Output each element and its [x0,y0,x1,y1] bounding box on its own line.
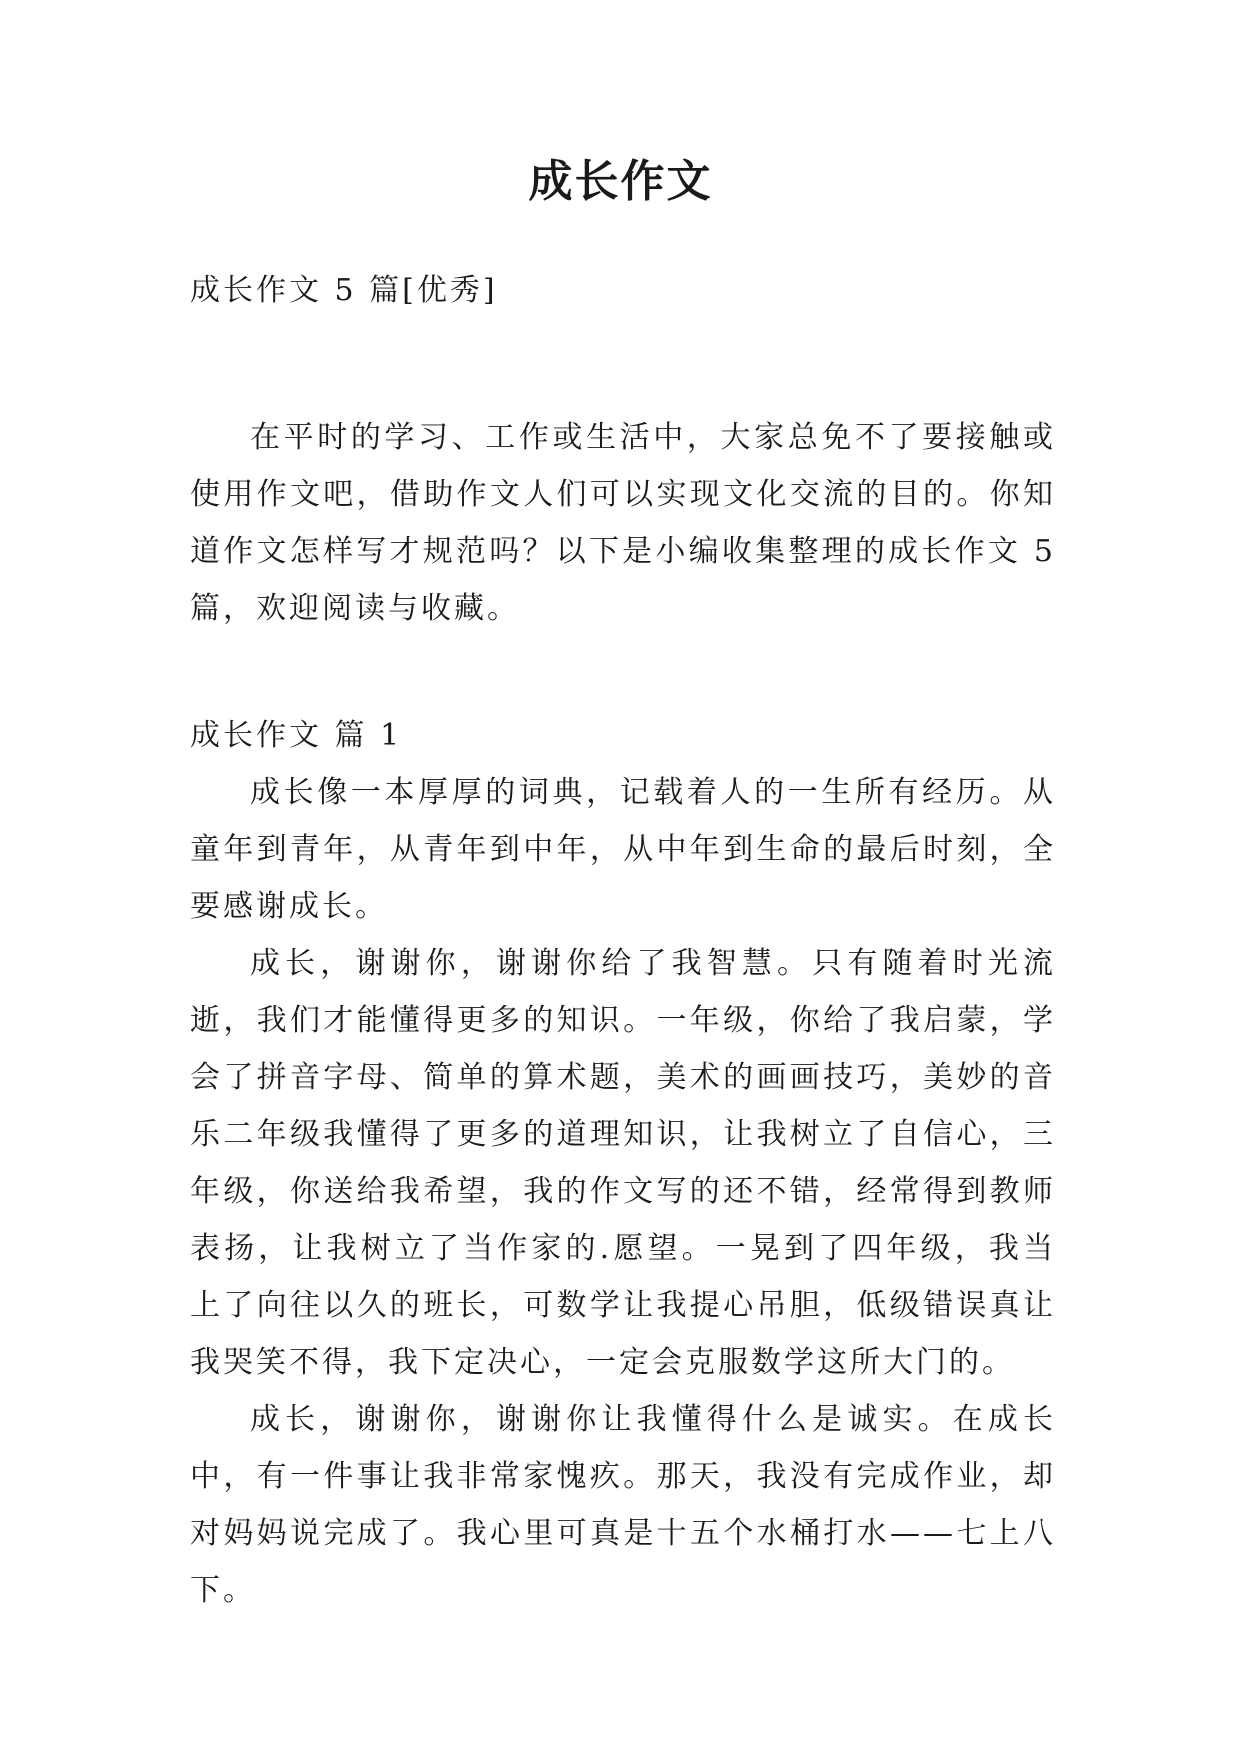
section-heading: 成长作文 篇 1 [190,718,403,753]
intro-paragraph: 在平时的学习、工作或生活中，大家总免不了要接触或使用作文吧，借助作文人们可以实现文化交流的目的。你知道作文怎样写才规范吗？以下是小编收集整理的成长作文 5 篇，欢迎阅读与收藏。 [190,420,1056,626]
body-paragraph: 成长，谢谢你，谢谢你让我懂得什么是诚实。在成长中，有一件事让我非常家愧疚。那天，我没有完成作业，却对妈妈说完成了。我心里可真是十五个水桶打水——七上八下。 [190,1402,1056,1608]
body-paragraph: 成长，谢谢你，谢谢你给了我智慧。只有随着时光流逝，我们才能懂得更多的知识。一年级，你给了我启蒙，学会了拼音字母、简单的算术题，美术的画画技巧，美妙的音乐二年级我懂得了更多的道理知识，让我树立了自信心，三年级，你送给我希望，我的作文写的还不错，经常得到教师表扬，让我树立了当作家的.愿望。一晃到了四年级，我当上了向往以久的班长，可数学让我提心吊胆，低级错误真让我哭笑不得，我下定决心，一定会克服数学这所大门的。 [190,946,1056,1380]
body-paragraph: 成长像一本厚厚的词典，记载着人的一生所有经历。从童年到青年，从青年到中年，从中年到生命的最后时刻，全要感谢成长。 [190,775,1056,924]
spacer [190,319,1056,409]
document-subtitle: 成长作文 5 篇[优秀] [190,273,498,308]
document-body [190,262,1056,1619]
document-title: 成长作文 [528,156,713,207]
spacer [190,637,1056,707]
